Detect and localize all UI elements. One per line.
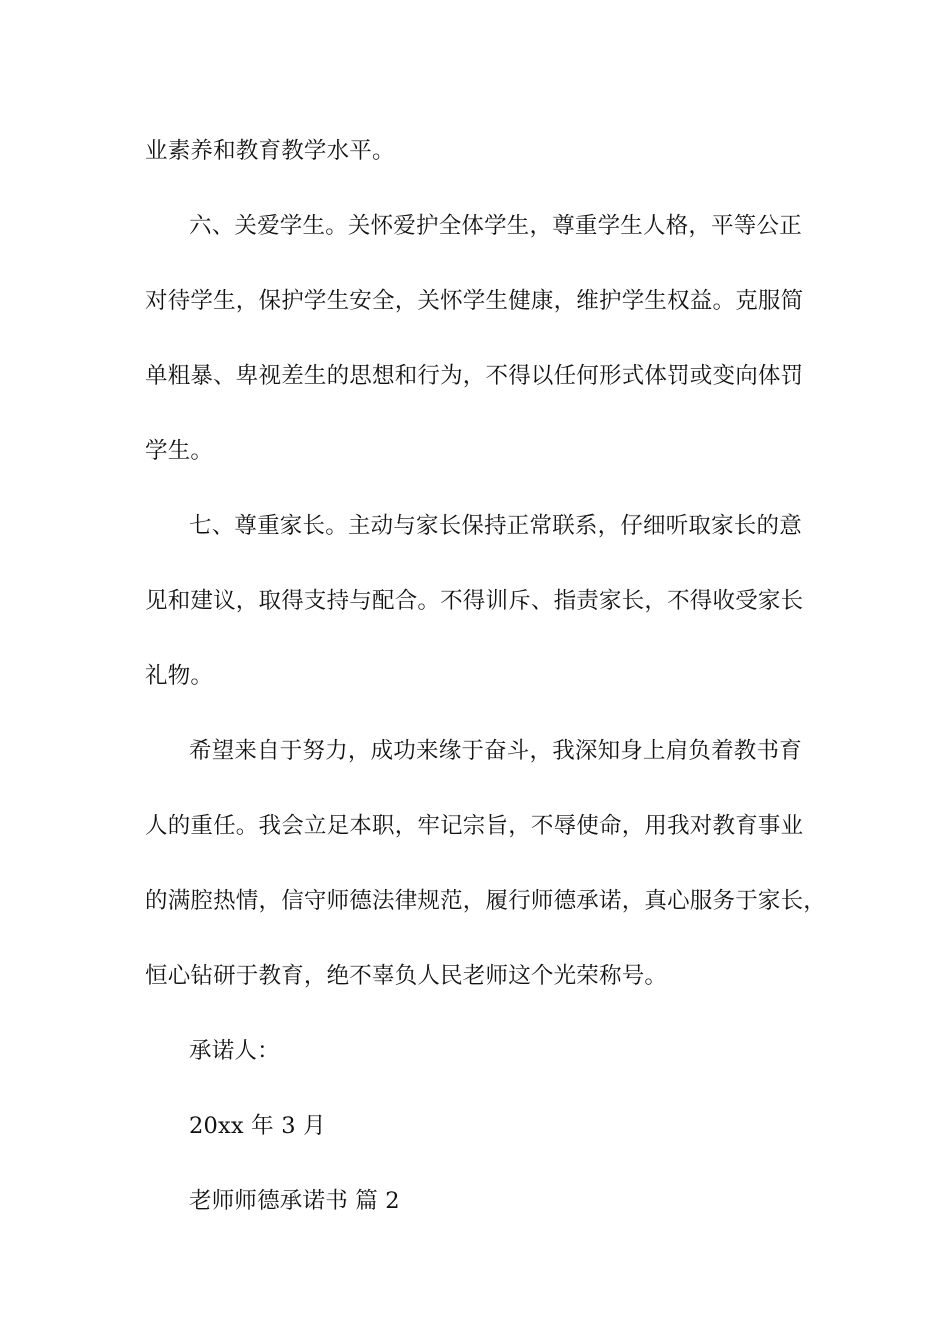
text-line: 对待学生，保护学生安全，关怀学生健康，维护学生权益。克服简	[145, 288, 804, 314]
text-line: 礼物。	[145, 663, 214, 689]
text-line: 的满腔热情，信守师德法律规范，履行师德承诺，真心服务于家长，	[145, 888, 827, 914]
text-line: 人的重任。我会立足本职，牢记宗旨，不辱使命，用我对教育事业	[145, 813, 804, 839]
text-line: 学生。	[145, 438, 214, 464]
text-line: 单粗暴、卑视差生的思想和行为，不得以任何形式体罚或变向体罚	[145, 363, 804, 389]
paragraph-seven-line: 七、尊重家长。主动与家长保持正常联系，仔细听取家长的意	[189, 513, 802, 539]
date-line: 20xx 年 3 月	[189, 1113, 326, 1139]
text-line: 恒心钻研于教育，绝不辜负人民老师这个光荣称号。	[145, 963, 668, 989]
section-heading: 老师师德承诺书 篇 2	[189, 1188, 400, 1214]
text-line: 见和建议，取得支持与配合。不得训斥、指责家长，不得收受家长	[145, 588, 804, 614]
paragraph-six-line: 六、关爱学生。关怀爱护全体学生，尊重学生人格，平等公正	[189, 213, 802, 239]
closing-paragraph-line: 希望来自于努力，成功来缘于奋斗，我深知身上肩负着教书育	[189, 738, 802, 764]
signer-label: 承诺人：	[189, 1038, 280, 1064]
text-line: 业素养和教育教学水平。	[145, 138, 395, 164]
